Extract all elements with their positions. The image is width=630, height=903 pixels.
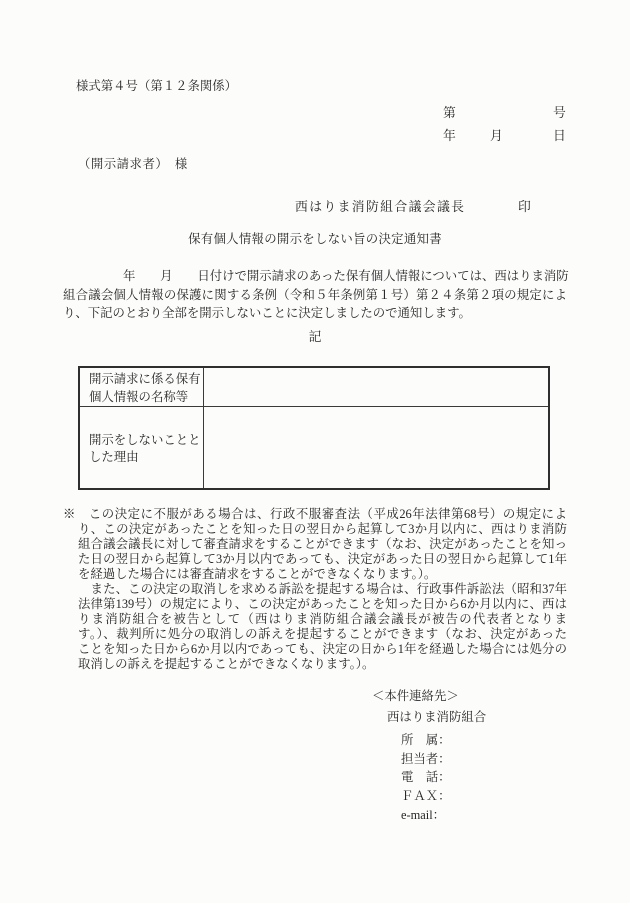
note-line: また、この決定の取消しを求める訴訟を提起する場合は、行政事件訴訟法（昭和37年	[78, 582, 567, 596]
contact-field-fax: ＦＡＸ：	[401, 789, 451, 804]
contact-field-email: e-mail：	[401, 807, 446, 822]
row-label-line: した理由	[89, 450, 139, 464]
table-row-label-name	[80, 368, 204, 407]
row-label-line: 個人情報の名称等	[89, 389, 189, 404]
note-line: を経過した場合には審査請求をすることができなくなります。）。	[78, 567, 437, 581]
note-line: 法律第139号）の規定により、この決定があったことを知った日から6か月以内に、西は	[78, 597, 567, 611]
contact-section-header: ＜本件連絡先＞	[372, 689, 459, 703]
contact-field-person: 担当者：	[401, 751, 451, 766]
note-line: り、この決定があったことを知った日の翌日から起算して3か月以内に、西はりま消防	[78, 522, 567, 536]
doc-number-suffix: 号	[553, 106, 566, 120]
contact-fields	[401, 731, 451, 825]
table-cell-reason-value	[204, 407, 548, 488]
date-month-label: 月	[490, 129, 503, 143]
contact-field-affiliation: 所 属：	[401, 733, 451, 747]
form-number: 様式第４号（第１２条関係）	[76, 79, 238, 93]
table-row-label-reason	[80, 407, 204, 488]
table-cell-name-value	[204, 368, 548, 407]
note-line: りま消防組合を被告として（西はりま消防組合議会議長が被告の代表者となりま	[78, 612, 567, 626]
body-paragraph	[63, 267, 567, 323]
note-line: 取消しの訴えを提起することができなくなります。）。	[78, 657, 375, 671]
date-day-label: 日	[553, 129, 566, 143]
note-line: ことを知った日から6か月以内であっても、決定の日から1年を経過した場合には処分の	[78, 642, 567, 656]
date-year-label: 年	[443, 129, 456, 143]
addressee: （開示請求者） 様	[78, 157, 188, 171]
note-line: た日の翌日から起算して3か月以内であっても、決定があった日の翌日から起算して1年	[78, 552, 567, 566]
row-label-line: 開示請求に係る保有	[89, 372, 201, 386]
contact-organization: 西はりま消防組合	[387, 710, 487, 724]
row-label-line: 開示をしないことと	[89, 432, 201, 447]
body-line: 年 月 日付けで開示請求のあった保有個人情報については、西はりま消防	[123, 269, 569, 283]
seal-mark: 印	[518, 200, 531, 214]
appeal-note	[63, 507, 567, 672]
contact-field-phone: 電 話：	[401, 770, 451, 785]
note-line: ※ この決定に不服がある場合は、行政不服審査法（平成26年法律第68号）の規定によ	[63, 507, 567, 521]
note-line: 組合議会議長に対して審査請求をすることができます（なお、決定があったことを知っ	[78, 537, 567, 551]
sender-title: 西はりま消防組合議会議長	[295, 200, 466, 214]
body-line: り、下記のとおり全部を開示しないことに決定しましたので通知します。	[63, 306, 471, 321]
disclosure-table	[78, 366, 550, 490]
ki-label: 記	[308, 330, 322, 344]
doc-number-prefix: 第	[443, 106, 456, 120]
document-title: 保有個人情報の開示をしない旨の決定通知書	[188, 232, 442, 246]
note-line: す。）、裁判所に処分の取消しの訴えを提起することができます（なお、決定があった	[78, 627, 567, 641]
body-line: 組合議会個人情報の保護に関する条例（令和５年条例第１号）第２４条第２項の規定によ	[63, 287, 567, 302]
